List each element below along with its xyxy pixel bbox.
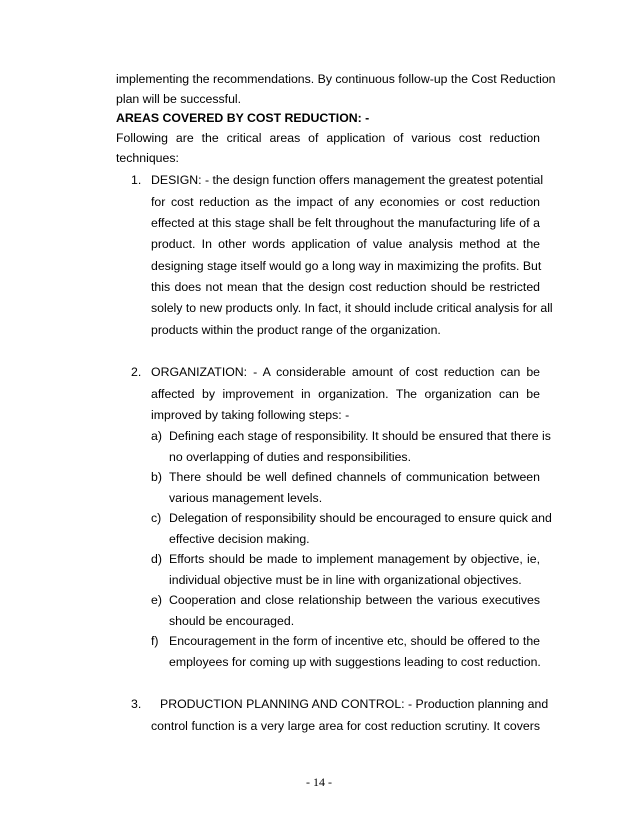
sublist-item-line: individual objective must be in line with organizational objectives. — [169, 573, 522, 587]
body-text-line: implementing the recommendations. By continuous follow-up the Cost Reduction — [116, 72, 556, 86]
sublist-item-line: employees for coming up with suggestions leading to cost reduction. — [169, 655, 541, 669]
list-item-line: PRODUCTION PLANNING AND CONTROL: - Production planning and — [160, 697, 549, 711]
sublist-item-line: effective decision making. — [169, 532, 310, 546]
list-item-line: effected at this stage shall be felt throughout the manufacturing life of a — [151, 216, 540, 230]
sublist-letter: e) — [151, 593, 162, 607]
list-item-line: for cost reduction as the impact of any economies or cost reduction — [151, 195, 540, 209]
sublist-item-line: no overlapping of duties and responsibilities. — [169, 450, 411, 464]
sublist-item-line: Delegation of responsibility should be encouraged to ensure quick and — [169, 511, 552, 525]
page-number: - 14 - — [306, 775, 332, 789]
sublist-item-line: should be encouraged. — [169, 614, 295, 628]
list-item-line: this does not mean that the design cost reduction should be restricted — [151, 280, 540, 294]
list-item-line: products within the product range of the organization. — [151, 323, 441, 337]
body-text-line: Following are the critical areas of application of various cost reduction — [116, 131, 540, 145]
sublist-item-line: Defining each stage of responsibility. It should be ensured that there is — [169, 429, 551, 443]
list-item-line: designing stage itself would go a long way in maximizing the profits. But — [151, 259, 542, 273]
sublist-letter: d) — [151, 552, 162, 566]
body-text-line: techniques: — [116, 151, 179, 165]
list-item-line: ORGANIZATION: - A considerable amount of cost reduction can be — [151, 365, 540, 379]
sublist-item-line: Cooperation and close relationship between the various executives — [169, 593, 540, 607]
list-number: 3. — [131, 697, 142, 711]
list-item-line: improved by taking following steps: - — [151, 408, 350, 422]
sublist-item-line: various management levels. — [169, 491, 323, 505]
list-number: 1. — [131, 173, 142, 187]
list-item-line: DESIGN: - the design function offers management the greatest potential — [151, 173, 544, 187]
sublist-item-line: Efforts should be made to implement management by objective, ie, — [169, 552, 540, 566]
sublist-letter: b) — [151, 470, 162, 484]
sublist-letter: f) — [151, 634, 159, 648]
sublist-letter: c) — [151, 511, 162, 525]
list-item-line: solely to new products only. In fact, it should include critical analysis for all — [151, 301, 553, 315]
list-item-line: affected by improvement in organization. The organization can be — [151, 387, 540, 401]
list-number: 2. — [131, 365, 142, 379]
body-text-line: plan will be successful. — [116, 92, 242, 106]
sublist-item-line: Encouragement in the form of incentive etc, should be offered to the — [169, 634, 540, 648]
list-item-line: product. In other words application of value analysis method at the — [151, 237, 540, 251]
list-item-line: control function is a very large area for cost reduction scrutiny. It covers — [151, 719, 540, 733]
section-heading: AREAS COVERED BY COST REDUCTION: - — [116, 111, 370, 125]
sublist-item-line: There should be well defined channels of communication between — [169, 470, 540, 484]
sublist-letter: a) — [151, 429, 162, 443]
